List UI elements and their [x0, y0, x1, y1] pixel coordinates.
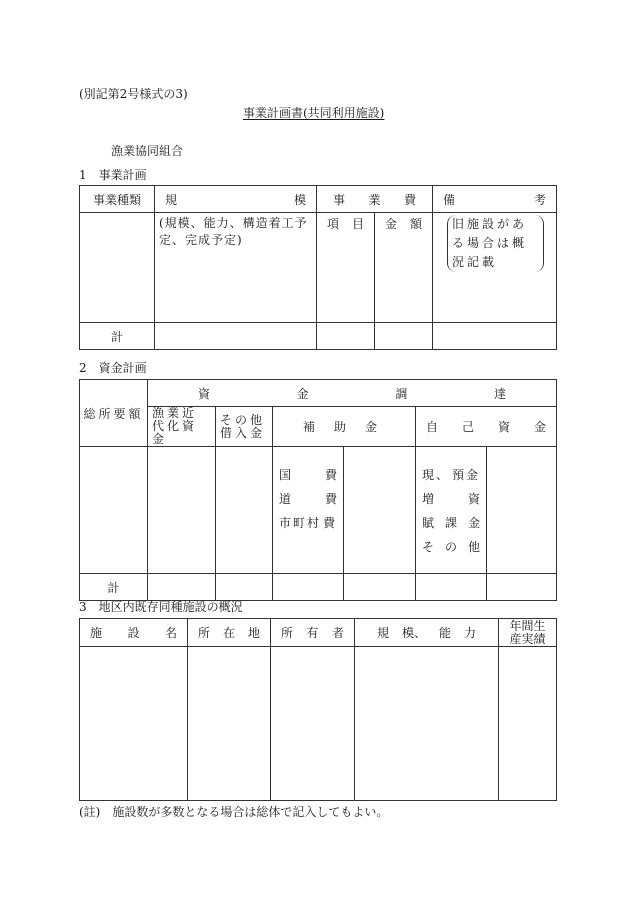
- funding-total-cell: [273, 574, 344, 601]
- annual-output-cell: [499, 647, 557, 801]
- business-plan-table: [79, 185, 557, 350]
- footnote: (註) 施設数が多数となる場合は総体で記入してもよい。: [79, 805, 389, 819]
- col-remarks: 備 考: [433, 186, 557, 213]
- funding-total-cell: [148, 574, 216, 601]
- facility-name-cell: [80, 647, 188, 801]
- col-facility-name: 施 設 名: [80, 619, 188, 647]
- business-type-cell: [80, 213, 155, 323]
- subsidy-item: 国 費: [279, 468, 337, 482]
- scale-capacity-cell: [355, 647, 499, 801]
- funding-total-cell: [344, 574, 416, 601]
- subsidy-amount-cell: [344, 447, 416, 574]
- cost-amount-cell: 金 額: [375, 213, 433, 323]
- col-annual-output: 年間生産実績: [499, 619, 557, 647]
- col-scale: 規 模: [155, 186, 317, 213]
- col-own-funds: 自 己 資 金: [416, 407, 557, 447]
- document-title: 事業計画書(共同利用施設): [243, 106, 385, 120]
- section3-heading: 3 地区内既存同種施設の概況: [79, 600, 243, 614]
- remarks-cell: [433, 213, 557, 323]
- cost-item-cell: 項 目: [317, 213, 375, 323]
- total-label: 計: [80, 323, 155, 350]
- subsidy-item: 道 費: [279, 492, 337, 506]
- total-required-cell: [80, 447, 148, 574]
- col-owner: 所 有 者: [271, 619, 355, 647]
- owner-cell: [271, 647, 355, 801]
- col-fishery-loan: 漁業近代化資金: [148, 407, 216, 447]
- subsidy-items-cell: [273, 447, 344, 574]
- total-scale: [155, 323, 317, 350]
- total-remarks: [433, 323, 557, 350]
- col-scale-capacity: 規 模、 能 力: [355, 619, 499, 647]
- remarks-note: 旧施設がある場合は概況記載: [447, 215, 544, 272]
- col-total-required: 総所要額: [80, 380, 148, 447]
- funding-total-cell: [487, 574, 557, 601]
- own-item: そ の 他: [422, 540, 480, 554]
- funding-plan-table: [79, 379, 557, 601]
- col-business-cost: 事 業 費: [317, 186, 433, 213]
- other-loan-cell: [216, 447, 273, 574]
- scale-note-cell: [155, 213, 317, 323]
- subsidy-item: 市町村 費: [279, 516, 337, 530]
- funding-total-label: 計: [80, 574, 148, 601]
- organization-label: 漁業協同組合: [111, 144, 184, 158]
- own-item: 賦 課 金: [422, 516, 480, 530]
- section1-heading: 1 事業計画: [79, 168, 147, 182]
- total-item: [317, 323, 375, 350]
- col-subsidy: 補 助 金: [273, 407, 416, 447]
- own-item: 増 資: [422, 492, 480, 506]
- col-location: 所 在 地: [188, 619, 271, 647]
- own-item: 現、 預金: [422, 468, 480, 482]
- col-fund-raising: 資 金 調 達: [148, 380, 557, 407]
- scale-note: (規模、能力、構造着工予定、完成予定): [159, 216, 308, 247]
- fishery-loan-cell: [148, 447, 216, 574]
- existing-facilities-table: [79, 618, 557, 801]
- form-reference: (別記第2号様式の3): [79, 87, 188, 101]
- own-items-cell: [416, 447, 487, 574]
- funding-total-cell: [216, 574, 273, 601]
- own-amount-cell: [487, 447, 557, 574]
- section2-heading: 2 資金計画: [79, 361, 147, 375]
- col-other-loan: その他借入金: [216, 407, 273, 447]
- col-business-type: 事業種類: [80, 186, 155, 213]
- total-amount: [375, 323, 433, 350]
- funding-total-cell: [416, 574, 487, 601]
- location-cell: [188, 647, 271, 801]
